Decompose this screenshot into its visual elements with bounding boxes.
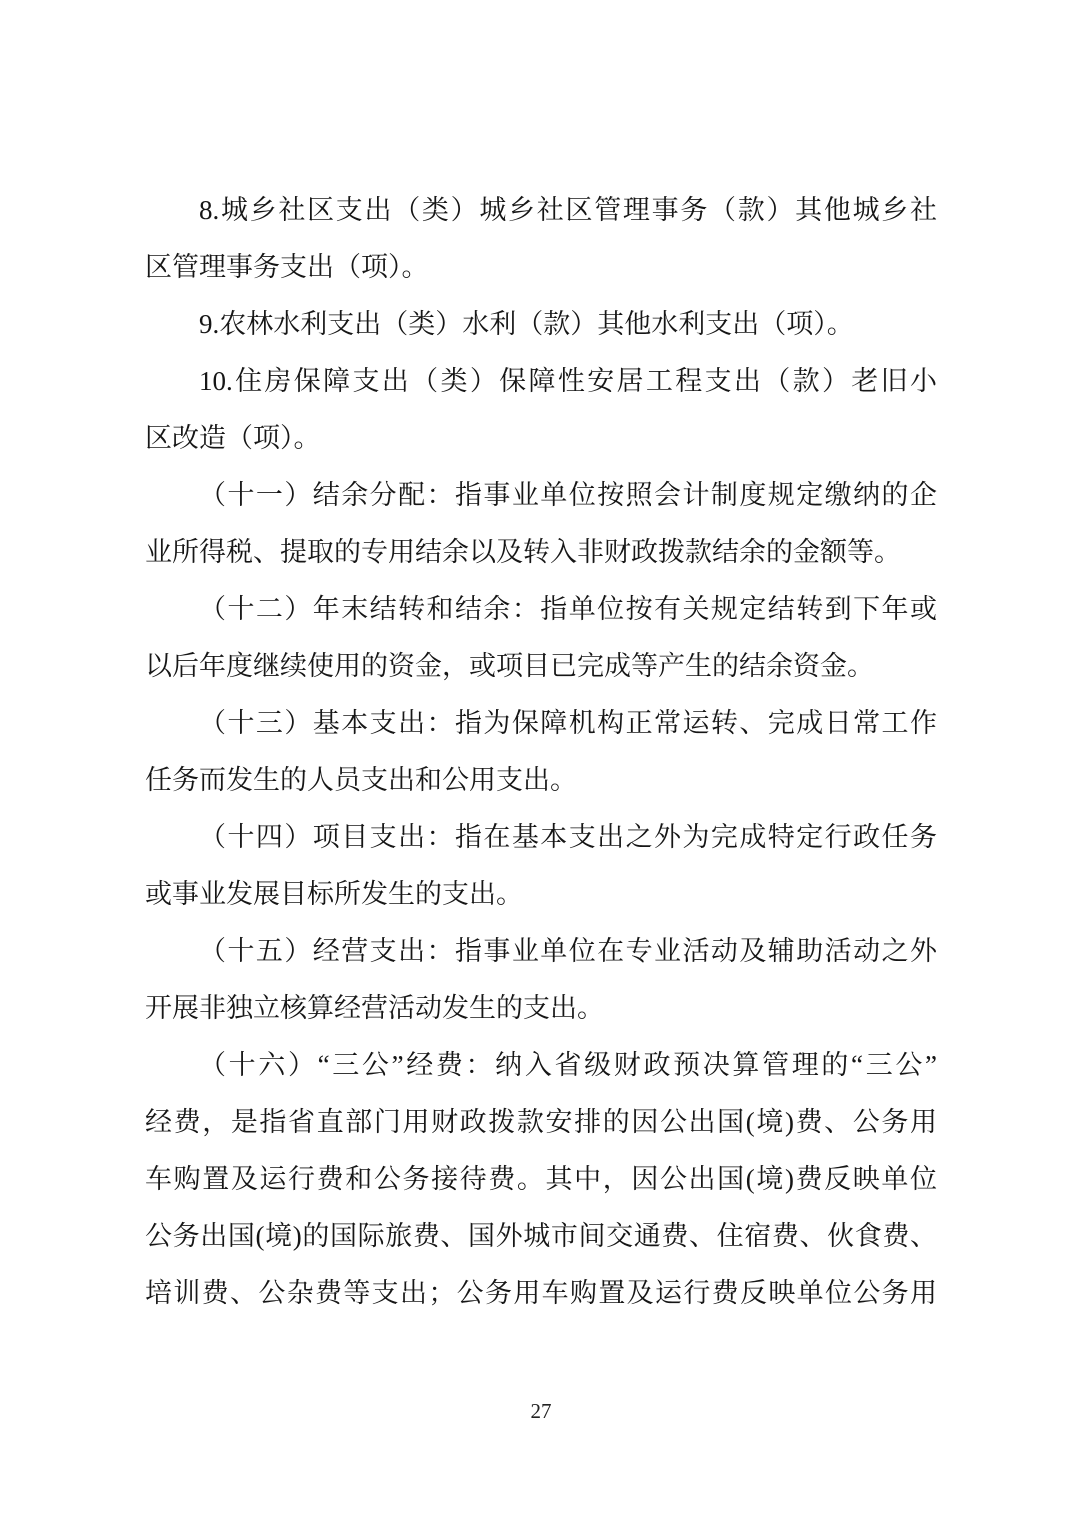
text-line: （十二）年末结转和结余：指单位按有关规定结转到下年或 [199,594,937,624]
paragraph [145,923,937,1037]
paragraph [145,353,937,467]
text-line: （十五）经营支出：指事业单位在专业活动及辅助活动之外 [199,936,937,966]
paragraph [145,695,937,809]
text-line: 经费，是指省直部门用财政拨款安排的因公出国(境)费、公务用 [145,1107,937,1137]
text-line: （十三）基本支出：指为保障机构正常运转、完成日常工作 [199,708,937,738]
text-line: 业所得税、提取的专用结余以及转入非财政拨款结余的金额等。 [145,537,901,567]
text-line: 以后年度继续使用的资金，或项目已完成等产生的结余资金。 [145,651,874,681]
page-footer [145,1396,937,1426]
paragraph [145,467,937,581]
text-line: 9.农林水利支出（类）水利（款）其他水利支出（项）。 [199,309,854,339]
text-line: 公务出国(境)的国际旅费、国外城市间交通费、住宿费、伙食费、 [145,1221,937,1251]
text-line: 开展非独立核算经营活动发生的支出。 [145,993,604,1023]
paragraph [145,809,937,923]
text-line: 8.城乡社区支出（类）城乡社区管理事务（款）其他城乡社 [199,195,937,225]
paragraph [145,296,937,353]
text-line: 或事业发展目标所发生的支出。 [145,879,523,909]
text-line: 车购置及运行费和公务接待费。其中，因公出国(境)费反映单位 [145,1164,937,1194]
document-body [145,182,937,1322]
text-line: （十一）结余分配：指事业单位按照会计制度规定缴纳的企 [199,480,937,510]
text-line: 区管理事务支出（项）。 [145,252,429,282]
text-line: （十四）项目支出：指在基本支出之外为完成特定行政任务 [199,822,937,852]
text-line: 区改造（项）。 [145,423,321,453]
paragraph [145,1037,937,1322]
page-number: 27 [530,1399,552,1423]
paragraph [145,182,937,296]
text-line: 任务而发生的人员支出和公用支出。 [145,765,577,795]
paragraph [145,581,937,695]
text-line: 培训费、公杂费等支出；公务用车购置及运行费反映单位公务用 [145,1278,937,1308]
text-line: （十六）“三公”经费：纳入省级财政预决算管理的“三公” [199,1050,937,1080]
text-line: 10.住房保障支出（类）保障性安居工程支出（款）老旧小 [199,366,937,396]
